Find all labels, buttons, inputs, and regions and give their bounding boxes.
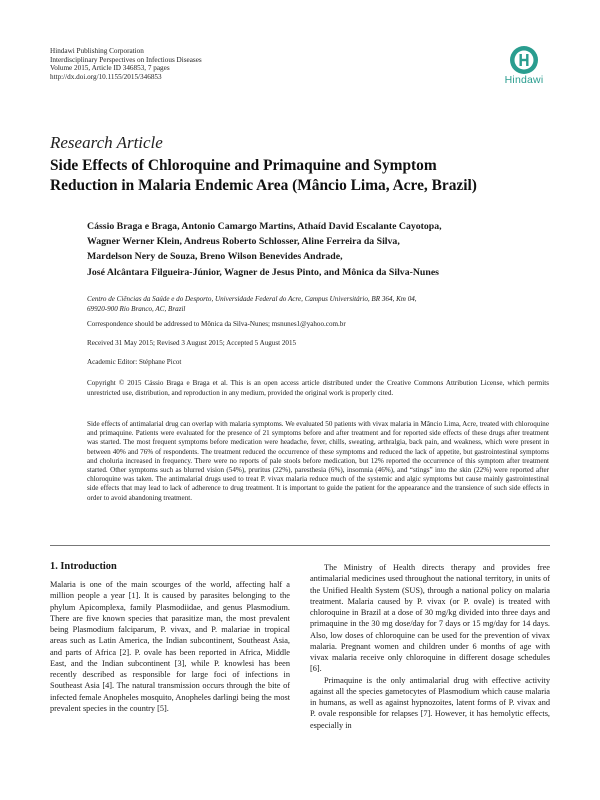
hindawi-logo-icon — [509, 45, 539, 75]
academic-editor: Academic Editor: Stéphane Picot — [87, 358, 182, 366]
author-line: Mardelson Nery de Souza, Breno Wilson Benevides Andrade, — [87, 251, 343, 263]
affiliation-line: Centro de Ciências da Saúde e do Desporto, Universidade Federal do Acre, Campus Universitário, BR 364, Km 04, — [87, 295, 417, 303]
journal-header — [50, 47, 202, 81]
title-line-1: Side Effects of Chloroquine and Primaquine and Symptom — [50, 157, 437, 174]
article-type: Research Article — [50, 133, 163, 152]
title-line-2: Reduction in Malaria Endemic Area (Mâncio Lima, Acre, Brazil) — [50, 177, 477, 194]
volume-line: Volume 2015, Article ID 346853, 7 pages — [50, 64, 170, 73]
correspondence: Correspondence should be addressed to Mônica da Silva-Nunes; msnunes1@yahoo.com.br — [87, 320, 346, 328]
paragraph: The Ministry of Health directs therapy and provides free antimalarial medicines used throughout the national territory, in units of the Unified Health System (SUS), through a national policy on malaria treatment. Malaria caused by P. vivax (or P. ovale) is treated with chloroquine in Brazil at a dose of 30 mg/kg divided into three days and primaquine in the 30 mg dose/day for 7 days or 15 mg/day for 14 days. Also, low doses of chloroquine can be used for the prevention of vivax malaria. Pregnant women and children under 6 months of age with vivax malaria receive only chloroquine in different dosage schedules [6]. — [310, 563, 550, 674]
author-line: José Alcântara Filgueira-Júnior, Wagner de Jesus Pinto, and Mônica da Silva-Nunes — [87, 266, 439, 278]
doi-link[interactable]: http://dx.doi.org/10.1155/2015/346853 — [50, 72, 162, 81]
affiliation — [87, 295, 547, 314]
article-dates: Received 31 May 2015; Revised 3 August 2015; Accepted 5 August 2015 — [87, 339, 297, 347]
logo-text: Hindawi — [504, 74, 544, 86]
author-line: Wagner Werner Klein, Andreus Roberto Schlosser, Aline Ferreira da Silva, — [87, 236, 400, 248]
copyright-notice: Copyright © 2015 Cássio Braga e Braga et al. This is an open access article distributed under the Creative Commons Attribution License, which permits unrestricted use, distribution, and reproduction in any medium, provided the original work is properly cited. — [87, 379, 549, 397]
journal-line: Interdisciplinary Perspectives on Infectious Diseases — [50, 55, 202, 64]
abstract: Side effects of antimalarial drug can overlap with malaria symptoms. We evaluated 50 patients with vivax malaria in Mâncio Lima, Acre, treated with chloroquine and primaquine. Patients were evaluated for the presence of 21 symptoms before and after treatment and for reported side effects of these drugs after treatment was started. The most frequent symptoms before medication were headache, fever, chills, sweating, arthralgia, back pain, and weakness, which were present in between 40% and 76% of respondents. The treatment reduced the occurrence of these symptoms and reduced the lack of appetite, but gastrointestinal symptoms and choluria increased in frequency. There were no reports of pale stools before medication, but 12% reported the occurrence of this symptom after treatment started. Other symptoms such as blurred vision (54%), pruritus (22%), paresthesia (6%), insomnia (46%), and “stings” into the skin (22%) were reported after chloroquine was taken. The antimalarial drugs used to treat P. vivax malaria reduce much of the systemic and algic symptoms but cause mainly gastrointestinal side effects that may lead to lack of adherence to drug treatment. It is important to guide the patient for the appearance and the transience of such side effects in order to avoid abandoning treatment. — [87, 420, 549, 502]
author-line: Cássio Braga e Braga, Antonio Camargo Martins, Athaíd David Escalante Cayotopa, — [87, 221, 442, 232]
author-list — [87, 219, 547, 280]
article-title — [50, 156, 550, 196]
section-divider — [50, 545, 550, 546]
hindawi-logo — [494, 45, 554, 86]
intro-column-2 — [310, 562, 550, 731]
paragraph: Primaquine is the only antimalarial drug with effective activity against all the species gametocytes of Plasmodium which cause malaria in humans, as well as against hypnozoites, latent forms of P. vivax and P. ovale responsible for relapses [7]. However, it has hemolytic effects, especially in — [310, 675, 550, 730]
intro-column-1: Malaria is one of the main scourges of the world, affecting half a million people a year [1]. It is caused by parasites belonging to the phylum Apicomplexa, family Plasmodiidae, and genus Plasmodium. There are five known species that parasitize man, the most prevalent being Plasmodium falciparum, P. vivax, and P. malariae in tropical areas such as Latin America, the Indian subcontinent, Southeast Asia, and parts of Africa [2]. P. ovale has been reported in Africa, Middle East, and the Indian subcontinent [3], while P. knowlesi has been recently described as responsible for large foci of infections in Southeast Asia [4]. The natural transmission occurs through the bite of infected female Anopheles mosquito, Anopheles darlingi being the most prevalent species in the country [5]. — [50, 580, 290, 713]
publisher-line: Hindawi Publishing Corporation — [50, 47, 144, 55]
section-heading: 1. Introduction — [50, 561, 117, 572]
affiliation-line: 69920-900 Rio Branco, AC, Brazil — [87, 304, 186, 313]
